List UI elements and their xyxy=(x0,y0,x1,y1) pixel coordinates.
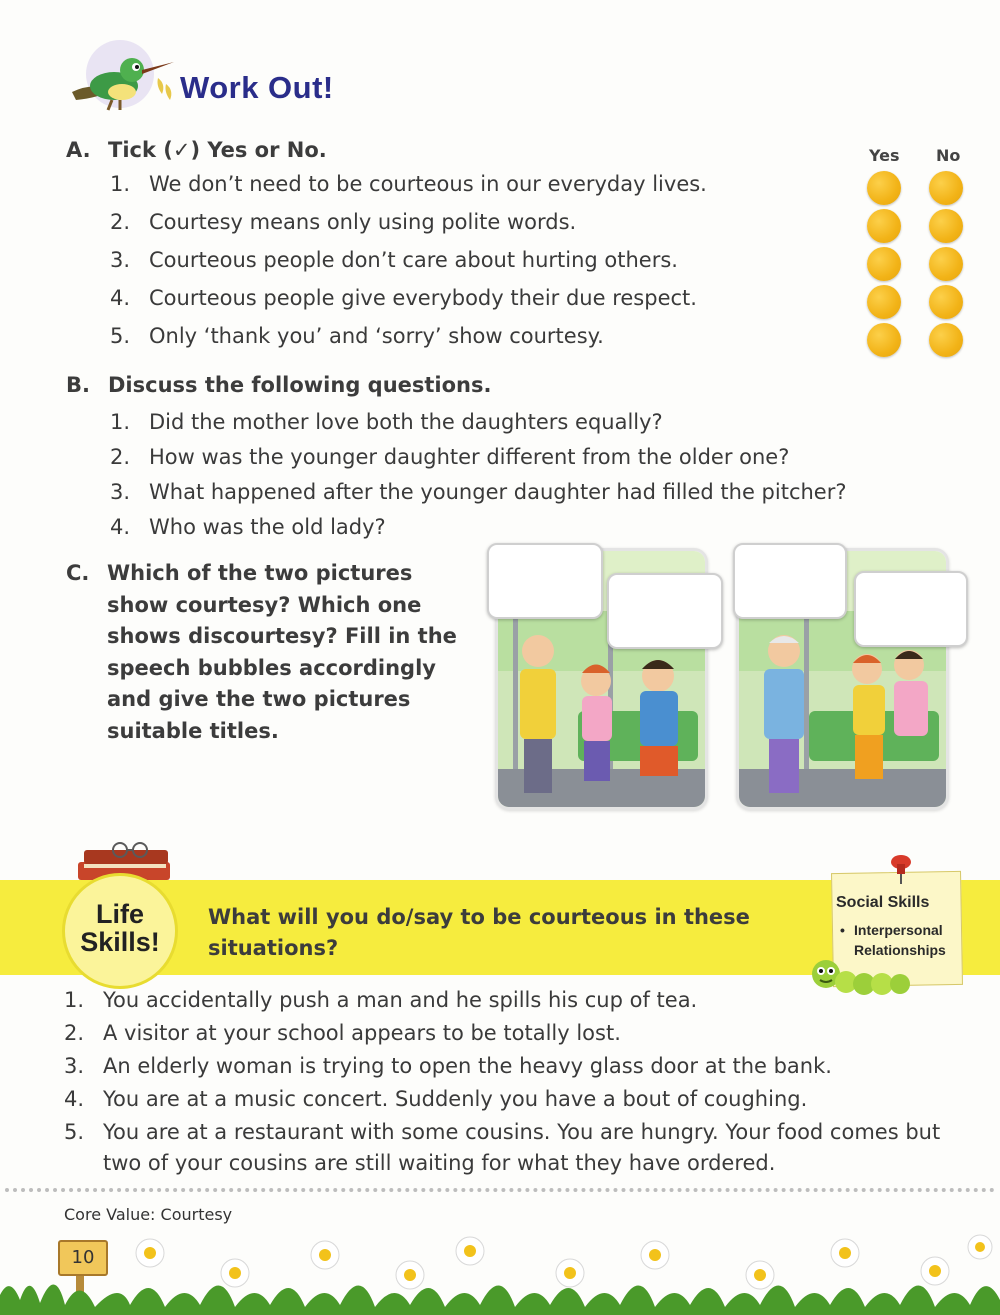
note-item-text: Interpersonal Relationships xyxy=(854,922,946,958)
list-item xyxy=(0,988,1000,1020)
list-item xyxy=(0,1021,1000,1053)
item-text: We don’t need to be courteous in our everyday lives. xyxy=(149,172,707,196)
list-item xyxy=(0,480,1000,512)
list-item xyxy=(0,286,1000,322)
item-number: 4. xyxy=(64,1087,85,1111)
item-text: You are at a music concert. Suddenly you have a bout of coughing. xyxy=(103,1087,808,1111)
no-tick-circle-4[interactable] xyxy=(929,285,963,319)
list-item xyxy=(0,248,1000,284)
yes-tick-circle-3[interactable] xyxy=(867,247,901,281)
pushpin-icon xyxy=(886,852,916,886)
hummingbird-illustration xyxy=(62,38,180,114)
yes-tick-circle-4[interactable] xyxy=(867,285,901,319)
item-text: An elderly woman is trying to open the heavy glass door at the bank. xyxy=(103,1054,832,1078)
item-text: You accidentally push a man and he spills his cup of tea. xyxy=(103,988,698,1012)
list-item xyxy=(0,324,1000,360)
list-item xyxy=(0,410,1000,442)
section-b-letter: B. xyxy=(66,373,90,397)
section-a-heading: Tick (✓) Yes or No. xyxy=(108,138,327,162)
speech-bubble-blank[interactable] xyxy=(487,543,603,619)
yes-tick-circle-5[interactable] xyxy=(867,323,901,357)
section-a-letter: A. xyxy=(66,138,91,162)
dotted-divider xyxy=(5,1188,995,1192)
item-text: Who was the old lady? xyxy=(149,515,386,539)
section-b-list xyxy=(0,410,1000,550)
yes-tick-circle-1[interactable] xyxy=(867,171,901,205)
yes-column-label: Yes xyxy=(869,146,900,165)
item-text: Courteous people don’t care about hurting others. xyxy=(149,248,678,272)
section-b-heading: Discuss the following questions. xyxy=(108,373,492,397)
item-text: Courtesy means only using polite words. xyxy=(149,210,577,234)
item-number: 5. xyxy=(64,1120,85,1144)
section-c-instructions: Which of the two pictures show courtesy? Which one shows discourtesy? Fill in the speech bubbles accordingly and give the two pictures suitable titles. xyxy=(107,561,457,743)
badge-line: Life xyxy=(95,899,144,929)
bullet-icon: • xyxy=(840,922,845,938)
item-text: What happened after the younger daughter had filled the pitcher? xyxy=(149,480,847,504)
list-item xyxy=(0,1120,1000,1152)
item-number: 1. xyxy=(64,988,85,1012)
list-item xyxy=(0,1054,1000,1086)
no-tick-circle-2[interactable] xyxy=(929,209,963,243)
item-number: 4. xyxy=(110,515,131,539)
item-number: 1. xyxy=(110,172,131,196)
page-number: 10 xyxy=(58,1240,108,1276)
section-c-letter: C. xyxy=(66,561,90,585)
item-number: 3. xyxy=(110,248,131,272)
yes-tick-circle-2[interactable] xyxy=(867,209,901,243)
item-number: 2. xyxy=(64,1021,85,1045)
item-number: 4. xyxy=(110,286,131,310)
no-tick-circle-1[interactable] xyxy=(929,171,963,205)
item-number: 3. xyxy=(110,480,131,504)
item-number: 2. xyxy=(110,210,131,234)
no-tick-circle-3[interactable] xyxy=(929,247,963,281)
life-skills-question: What will you do/say to be courteous in these situations? xyxy=(208,905,750,960)
speech-bubble-blank[interactable] xyxy=(854,571,968,647)
life-skills-badge-text xyxy=(62,900,178,956)
section-a-list xyxy=(0,172,1000,362)
badge-line: Skills! xyxy=(80,927,160,957)
item-text: two of your cousins are still waiting for what they have ordered. xyxy=(103,1151,776,1175)
list-item xyxy=(0,172,1000,208)
no-tick-circle-5[interactable] xyxy=(929,323,963,357)
item-text: Only ‘thank you’ and ‘sorry’ show courtesy. xyxy=(149,324,604,348)
life-skills-list xyxy=(0,988,1000,1183)
page-title: Work Out! xyxy=(180,70,334,105)
item-text: You are at a restaurant with some cousins. You are hungry. Your food comes but xyxy=(103,1120,941,1144)
note-title: Social Skills xyxy=(836,894,930,911)
item-number: 2. xyxy=(110,445,131,469)
list-item xyxy=(0,445,1000,477)
speech-bubble-blank[interactable] xyxy=(607,573,723,649)
flowers-grass-border xyxy=(0,1225,1000,1315)
core-value-label: Core Value: Courtesy xyxy=(64,1205,233,1224)
list-item-continuation xyxy=(0,1151,1000,1183)
item-text: How was the younger daughter different from the older one? xyxy=(149,445,790,469)
list-item xyxy=(0,210,1000,246)
item-text: Courteous people give everybody their due respect. xyxy=(149,286,697,310)
speech-bubble-blank[interactable] xyxy=(733,543,847,619)
no-column-label: No xyxy=(936,146,961,165)
list-item xyxy=(0,1087,1000,1119)
item-number: 1. xyxy=(110,410,131,434)
item-number: 3. xyxy=(64,1054,85,1078)
item-text: A visitor at your school appears to be totally lost. xyxy=(103,1021,621,1045)
item-number: 5. xyxy=(110,324,131,348)
item-text: Did the mother love both the daughters equally? xyxy=(149,410,663,434)
